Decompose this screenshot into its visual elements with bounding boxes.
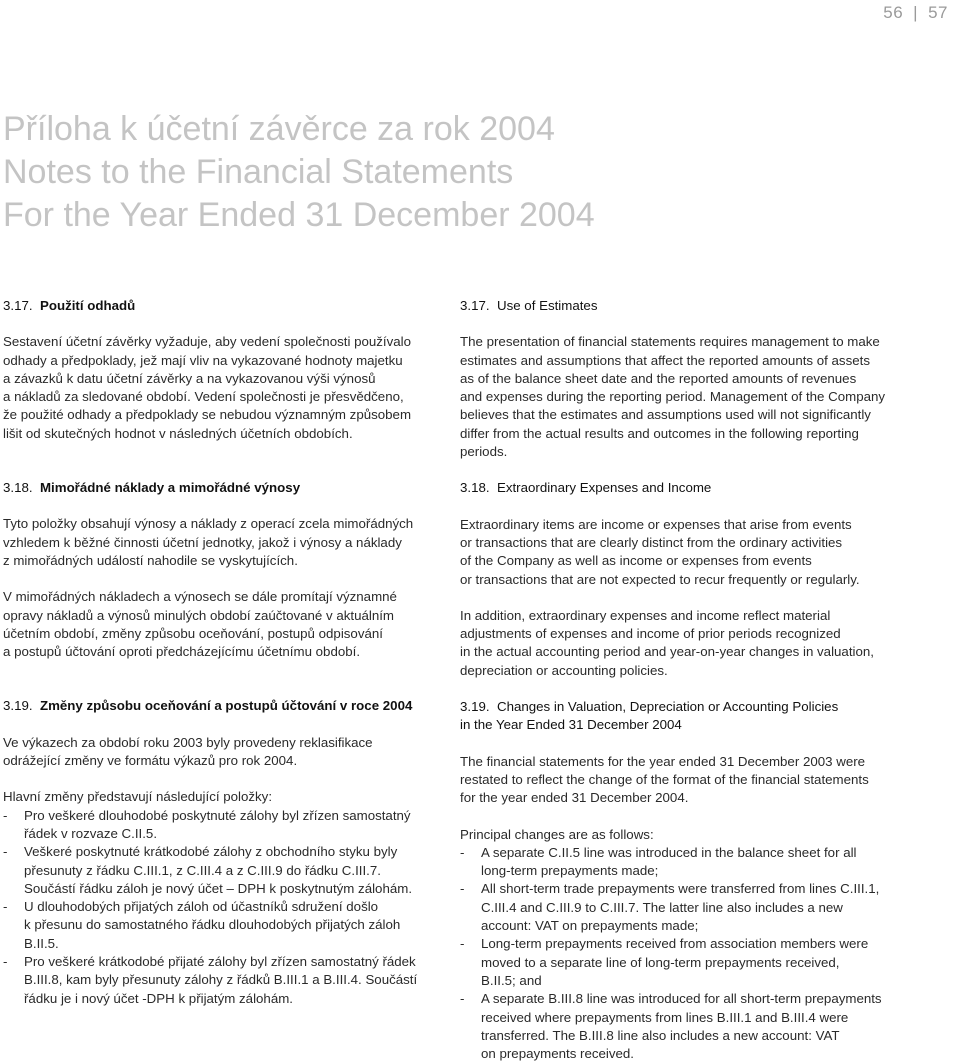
text-line: z mimořádných událostí nahodile se vyskytujících. xyxy=(3,552,298,568)
text-line: lišit od skutečných hodnot v následných účetních obdobích. xyxy=(3,425,353,441)
list-dash: - xyxy=(3,844,8,860)
section-heading-3-18-cs xyxy=(3,479,443,497)
changes-list xyxy=(3,807,443,1008)
section-title: Use of Estimates xyxy=(496,298,598,313)
paragraph xyxy=(3,588,443,661)
text-line: or transactions that are clearly distinct from the ordinary activities xyxy=(460,534,843,550)
paragraph xyxy=(3,515,443,570)
document-title xyxy=(3,108,595,237)
paragraph xyxy=(460,333,900,461)
text-line: and expenses during the reporting period. Management of the Company xyxy=(460,389,886,405)
section-title: Použití odhadů xyxy=(39,298,136,313)
list-item xyxy=(460,880,900,935)
list-dash: - xyxy=(460,991,465,1007)
list-dash: - xyxy=(460,881,465,897)
paragraph xyxy=(3,333,443,443)
text-line: Ve výkazech za období roku 2003 byly provedeny reklasifikace xyxy=(3,734,373,750)
text-line: řádek v rozvaze C.II.5. xyxy=(24,825,158,841)
text-line: restated to reflect the change of the format of the financial statements xyxy=(460,771,869,787)
section-title: Extraordinary Expenses and Income xyxy=(496,480,712,496)
text-line: že použité odhady a předpoklady se nebudou významným způsobem xyxy=(3,407,412,423)
list-dash: - xyxy=(460,936,465,952)
section-title: Mimořádné náklady a mimořádné výnosy xyxy=(39,480,301,496)
section-number: 3.17. xyxy=(3,298,33,313)
section-heading-3-17-cs xyxy=(3,297,443,315)
text-line: B.III.8, kam byly přesunuty zálohy z řádků B.III.1 a B.III.4. Součástí xyxy=(24,972,418,988)
text-line: as of the balance sheet date and the reported amounts of revenues xyxy=(460,370,857,386)
list-item xyxy=(460,990,900,1063)
text-line: or transactions that are not expected to recur frequently or regularly. xyxy=(460,571,860,587)
list-item xyxy=(3,953,443,1008)
list-item xyxy=(3,898,443,953)
text-line: account: VAT on prepayments made; xyxy=(481,918,699,934)
list-dash: - xyxy=(460,844,465,860)
text-line: k přesunu do samostatného řádku dlouhodobých přijatých záloh xyxy=(24,917,401,933)
text-line: In addition, extraordinary expenses and income reflect material xyxy=(460,607,831,623)
page-number-separator: | xyxy=(913,3,919,22)
text-line: Pro veškeré dlouhodobé poskytnuté zálohy byl zřízen samostatný xyxy=(24,807,411,823)
text-line: The presentation of financial statements requires management to make xyxy=(460,334,880,350)
section-title: Changes in Valuation, Depreciation or Accounting Policies xyxy=(496,699,839,715)
section-heading-3-17-en xyxy=(460,297,900,315)
text-line: a nákladů za sledované období. Vedení společnosti je přesvědčeno, xyxy=(3,389,404,405)
text-line: U dlouhodobých přijatých záloh od účastníků sdružení došlo xyxy=(24,899,379,915)
text-line: differ from the actual results and outcomes in the following reporting xyxy=(460,425,859,441)
list-item xyxy=(460,844,900,881)
section-title: Změny způsobu oceňování a postupů účtování v roce 2004 xyxy=(39,698,413,714)
text-line: depreciation or accounting policies. xyxy=(460,662,668,678)
list-item xyxy=(3,843,443,898)
text-line: The financial statements for the year ended 31 December 2003 were xyxy=(460,753,866,769)
text-line: C.III.4 and C.III.9 to C.III.7. The latter line also includes a new xyxy=(481,899,843,915)
section-number: 3.19. xyxy=(460,699,490,715)
section-heading-3-19-en xyxy=(460,698,900,735)
text-line: A separate B.III.8 line was introduced for all short-term prepayments xyxy=(481,991,882,1007)
section-heading-3-18-en xyxy=(460,479,900,497)
text-line: on prepayments received. xyxy=(481,1046,634,1062)
paragraph xyxy=(460,516,900,589)
list-item xyxy=(3,807,443,844)
title-line: Notes to the Financial Statements xyxy=(3,153,514,191)
text-line: Sestavení účetní závěrky vyžaduje, aby vedení společnosti používalo xyxy=(3,334,412,350)
list-dash: - xyxy=(3,954,8,970)
text-line: B.II.5. xyxy=(24,935,59,951)
page-numbers xyxy=(883,3,948,23)
text-line: Pro veškeré krátkodobé přijaté zálohy byl zřízen samostatný řádek xyxy=(24,954,416,970)
text-line: vzhledem k běžné činnosti účetní jednotky, jakož i výnosy a náklady xyxy=(3,534,402,550)
text-line: V mimořádných nákladech a výnosech se dále promítají významné xyxy=(3,589,397,605)
text-line: účetním období, změny způsobu oceňování, postupů odpisování xyxy=(3,625,383,641)
list-intro: Hlavní změny představují následující položky: xyxy=(3,789,273,805)
text-line: opravy nákladů a výnosů minulých období zaúčtované v aktuálním xyxy=(3,607,395,623)
list-dash: - xyxy=(3,807,8,823)
text-line: odhady a předpoklady, jež mají vliv na vykazované hodnoty majetku xyxy=(3,352,403,368)
section-number: 3.17. xyxy=(460,298,490,313)
text-line: řádku je i nový účet -DPH k přijatým zálohám. xyxy=(24,990,293,1006)
text-line: a závazků k datu účetní závěrky a na vykazovanou výši výnosů xyxy=(3,370,376,386)
text-line: long-term prepayments made; xyxy=(481,863,659,879)
english-column xyxy=(460,297,900,1063)
paragraph xyxy=(460,607,900,680)
section-number: 3.18. xyxy=(3,480,33,496)
text-line: in the actual accounting period and year-on-year changes in valuation, xyxy=(460,644,874,660)
section-number: 3.18. xyxy=(460,480,490,496)
czech-column xyxy=(3,297,443,1008)
section-title-continued: in the Year Ended 31 December 2004 xyxy=(460,717,682,733)
page-number-right: 57 xyxy=(928,3,948,22)
text-line: A separate C.II.5 line was introduced in the balance sheet for all xyxy=(481,844,857,860)
list-intro: Principal changes are as follows: xyxy=(460,826,654,842)
text-line: Long-term prepayments received from association members were xyxy=(481,936,869,952)
paragraph xyxy=(3,734,443,771)
text-line: for the year ended 31 December 2004. xyxy=(460,790,689,806)
text-line: believes that the estimates and assumptions used will not significantly xyxy=(460,407,871,423)
text-line: received where prepayments from lines B.III.1 and B.III.4 were xyxy=(481,1009,849,1025)
section-heading-3-19-cs xyxy=(3,697,443,715)
text-line: a postupů účtování oproti předcházejícímu účetnímu období. xyxy=(3,644,361,660)
text-line: Tyto položky obsahují výnosy a náklady z operací zcela mimořádných xyxy=(3,516,414,532)
text-line: adjustments of expenses and income of prior periods recognized xyxy=(460,626,841,642)
paragraph xyxy=(460,753,900,808)
list-dash: - xyxy=(3,899,8,915)
text-line: of the Company as well as income or expenses from events xyxy=(460,553,812,569)
text-line: estimates and assumptions that affect the reported amounts of assets xyxy=(460,352,870,368)
section-number: 3.19. xyxy=(3,698,33,714)
title-line: Příloha k účetní závěrce za rok 2004 xyxy=(3,110,555,148)
list-item xyxy=(460,935,900,990)
page-number-left: 56 xyxy=(883,3,904,22)
title-line: For the Year Ended 31 December 2004 xyxy=(3,196,595,234)
text-line: All short-term trade prepayments were transferred from lines C.III.1, xyxy=(481,881,880,897)
text-line: Součástí řádku záloh je nový účet – DPH k poskytnutým zálohám. xyxy=(24,880,413,896)
text-line: odrážející změny ve formátu výkazů pro rok 2004. xyxy=(3,753,298,769)
text-line: přesunuty z řádku C.III.1, z C.III.4 a z C.III.9 do řádku C.III.7. xyxy=(24,862,381,878)
text-line: moved to a separate line of long-term prepayments received, xyxy=(481,954,840,970)
changes-list xyxy=(460,844,900,1063)
text-line: Extraordinary items are income or expenses that arise from events xyxy=(460,516,852,532)
text-line: B.II.5; and xyxy=(481,972,542,988)
text-line: transferred. The B.III.8 line also includes a new account: VAT xyxy=(481,1027,840,1043)
text-line: periods. xyxy=(460,444,508,460)
text-line: Veškeré poskytnuté krátkodobé zálohy z obchodního styku byly xyxy=(24,844,398,860)
